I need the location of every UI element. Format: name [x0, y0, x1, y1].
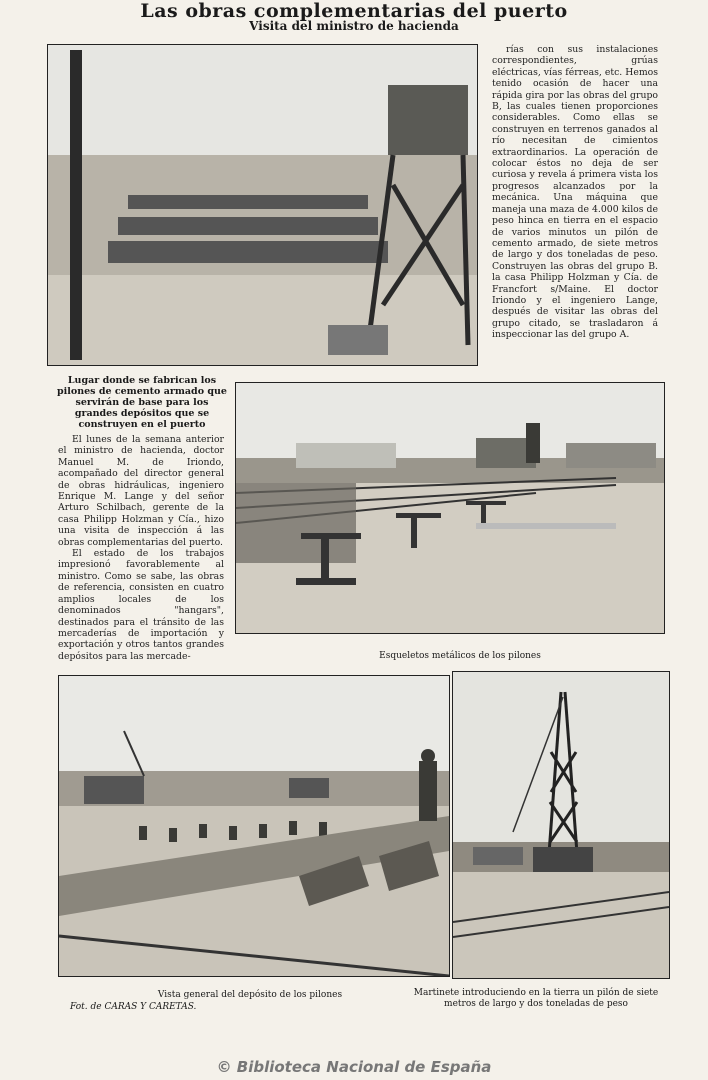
- text-paragraph: rías con sus instalaciones correspondientes, grúas eléctricas, vías férreas, etc. Hemos tenido ocasión de hacer una rápida gira por las obras del grupo B, las cuales tienen proporciones considerables. Como ellas se construyen en terrenos ganados al río necesitan de cimientos extraordinarios. La operación de colocar éstos no deja de ser curiosa y revela á primera vista los progresos alcanzados por la mecánica. Una máquina que maneja una maza de 4.000 kilos de peso hinca en tierra en el espacio de varios minutos un pilón de cemento armado, de siete metros de largo y dos toneladas de peso. Construyen las obras del grupo B. la casa Philipp Holzman y Cía. de Francfort s/Maine. El doctor Iriondo y el ingeniero Lange, después de visitar las obras del grupo citado, se trasladaron á inspeccionar las del grupo A.: [492, 44, 658, 341]
- photo-credit: Fot. de CARAS Y CARETAS.: [70, 1002, 197, 1012]
- text-paragraph: El lunes de la semana anterior el ministro de hacienda, doctor Manuel M. de Iriondo, acompañado del director general de obras hidráulicas, ingeniero Enrique M. Lange y del señor Arturo Schilbach, gerente de la casa Philipp Holzman y Cía., hizo una visita de inspección á las obras complementarias del puerto.: [58, 434, 224, 548]
- photo-pile-driver: [452, 671, 670, 979]
- caption-metal-skeletons: Esqueletos metálicos de los pilones: [379, 651, 541, 661]
- article-title: Las obras complementarias del puerto: [140, 0, 568, 22]
- article-subtitle: Visita del ministro de hacienda: [249, 19, 459, 33]
- text-column-left: [58, 434, 224, 662]
- text-paragraph: El estado de los trabajos impresionó favorablemente al ministro. Como se sabe, las obras de referencia, consisten en cuatro amplios locales de los denominados "hangars", destinados para el tránsito de las mercaderías de importación y exportación y otros tantos grandes depósitos para las mercade-: [58, 548, 224, 662]
- photo-pile-depot: [58, 675, 450, 977]
- caption-pile-driver: Martinete introduciendo en la tierra un pilón de siete metros de largo y dos toneladas de peso: [413, 988, 659, 1009]
- photo-metal-skeletons: [235, 382, 665, 634]
- text-column-right-top: [492, 44, 658, 341]
- library-watermark: © Biblioteca Nacional de España: [216, 1058, 492, 1076]
- photo-pile-factory: [47, 44, 478, 366]
- caption-pile-depot: Vista general del depósito de los pilones: [157, 990, 343, 1000]
- caption-pile-factory: Lugar donde se fabrican los pilones de cemento armado que servirán de base para los grandes depósitos que se construyen en el puerto: [57, 375, 227, 430]
